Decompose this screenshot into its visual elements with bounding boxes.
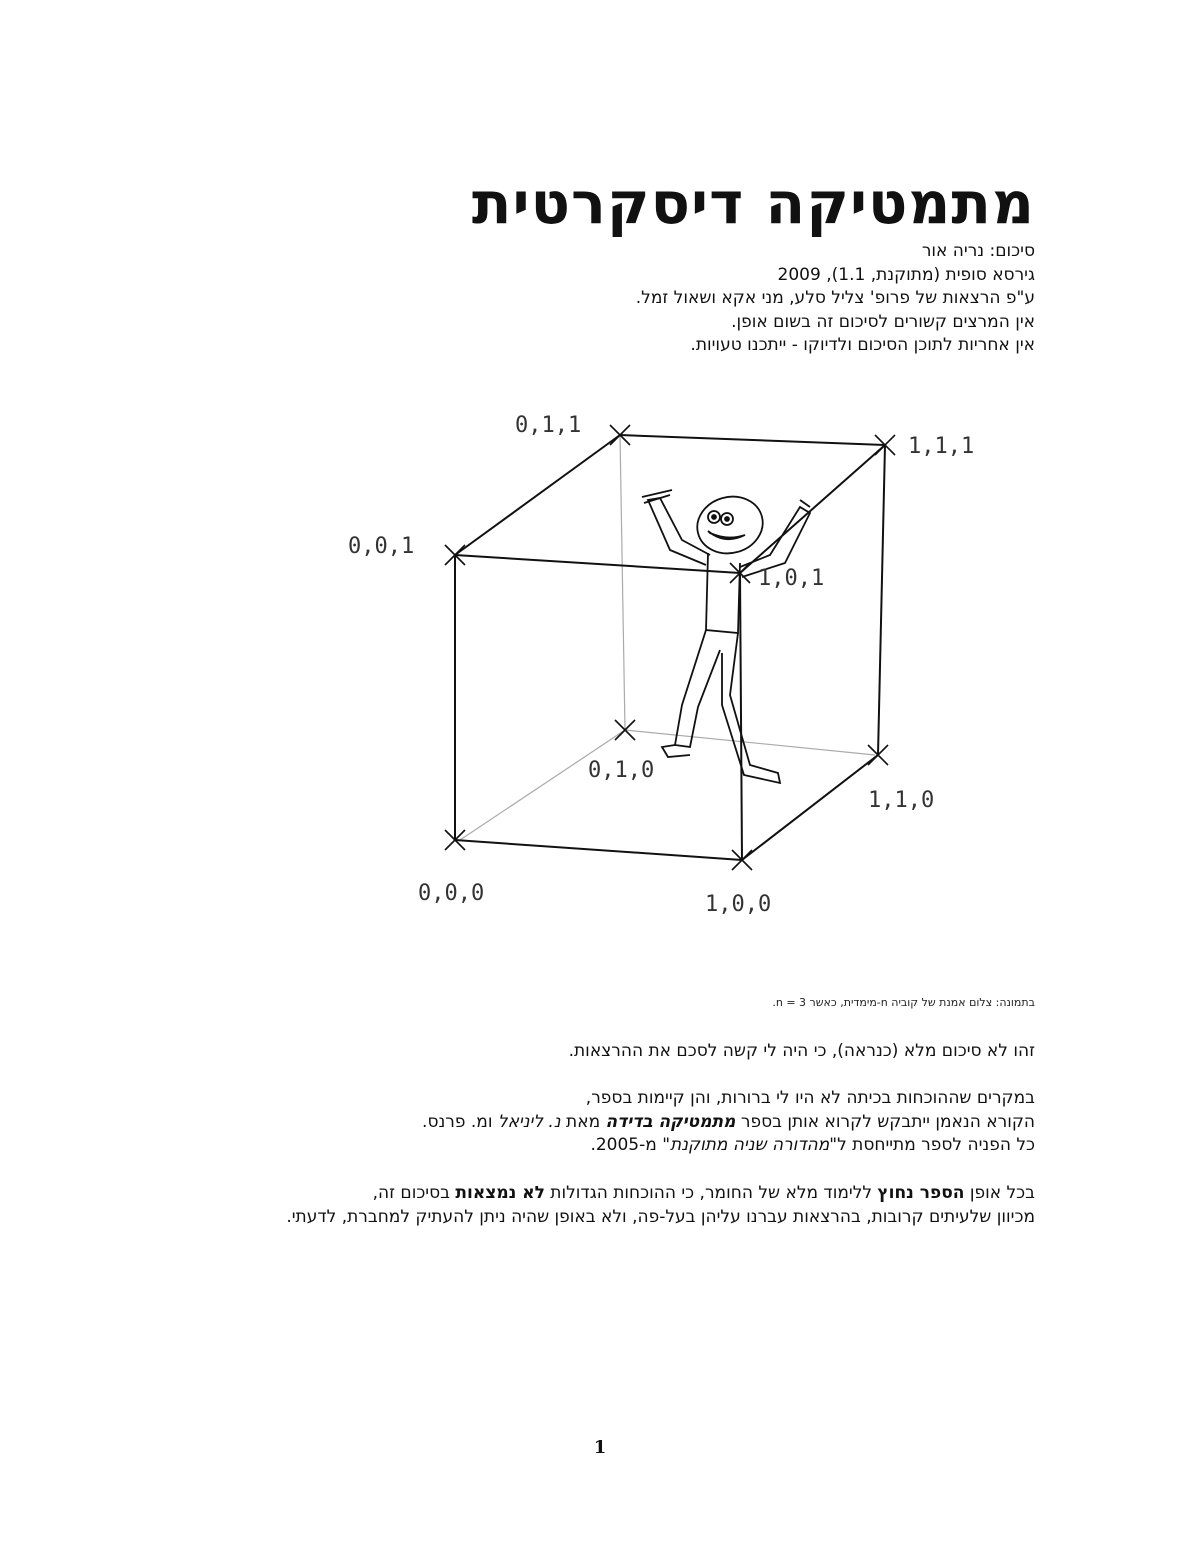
vertex-markers — [445, 425, 895, 870]
necessity-line-2: מכיוון שלעיתים קרובות, בהרצאות עברנו עליהן בעל-פה, ולא באופן שהיה ניתן להעתיק למחברת, לדעתי. — [286, 1206, 1035, 1227]
edition-text-b: מ-2005. — [590, 1135, 663, 1155]
book-title: מתמטיקה בדידה — [605, 1111, 736, 1132]
vertex-label-001: 0,0,1 — [348, 534, 415, 559]
cube-visible-edges — [455, 435, 885, 860]
vertex-label-111: 1,1,1 — [908, 434, 975, 459]
book-edition: "מהדורה שניה מתוקנת" — [662, 1135, 838, 1155]
paragraph-book-reference — [422, 1087, 1035, 1158]
summary-author: סיכום: נריה אור — [921, 241, 1035, 261]
paragraph-intro-line: זהו לא סיכום מלא (כנראה), כי היה לי קשה לסכם את ההרצאות. — [568, 1041, 1035, 1061]
book-ref-text-b: מאת — [560, 1111, 606, 1132]
book-ref-line-1: במקרים שההוכחות בכיתה לא היו לי ברורות, והן קיימות בספר, — [585, 1088, 1035, 1108]
disclaimer-line-2: אין אחריות לתוכן הסיכום ולדיוקו - ייתכנו טעויות. — [690, 335, 1035, 355]
paragraph-book-necessity — [286, 1182, 1035, 1229]
page-number: 1 — [593, 1437, 607, 1458]
necessity-text-b: ללימוד מלא של החומר, כי ההוכחות הגדולות — [544, 1183, 878, 1203]
document-meta — [636, 240, 1035, 358]
version-line: גירסא סופית (מתוקנת, 1.1), 2009 — [777, 264, 1035, 285]
document-title: מתמטיקה דיסקרטית — [471, 169, 1035, 237]
paragraph-intro — [569, 1040, 1035, 1064]
book-ref-line-3 — [422, 1134, 1035, 1158]
book-ref-text-c: ומ. פרנס. — [422, 1111, 498, 1132]
vertex-label-101: 1,0,1 — [758, 566, 825, 591]
vertex-label-100: 1,0,0 — [705, 892, 772, 917]
lecturers-line: ע"פ הרצאות של פרופ' צליל סלע, מני אקא ושאול זמל. — [635, 288, 1035, 308]
edition-text-a: כל הפניה לספר מתייחסת ל — [837, 1135, 1035, 1155]
necessity-text-c: בסיכום זה, — [372, 1183, 456, 1203]
necessity-text-a: בכל אופן — [964, 1183, 1035, 1203]
book-ref-line-2 — [422, 1111, 1035, 1135]
vertex-label-010: 0,1,0 — [588, 758, 655, 783]
necessity-bold-2: לא נמצאות — [455, 1183, 545, 1203]
disclaimer-line-1: אין המרצים קשורים לסיכום זה בשום אופן. — [731, 311, 1035, 332]
necessity-line-1 — [286, 1182, 1035, 1206]
vertex-label-000: 0,0,0 — [418, 881, 485, 906]
book-author: נ. ליניאל — [497, 1111, 561, 1132]
vertex-label-110: 1,1,0 — [868, 788, 935, 813]
book-ref-text-a: הקורא הנאמן ייתבקש לקרוא אותן בספר — [735, 1111, 1035, 1132]
figure-caption: בתמונה: צלום אמנת של קוביה n-מימדית, כאשר n = 3. — [772, 996, 1035, 1009]
necessity-bold-1: הספר נחוץ — [877, 1183, 965, 1203]
cube-figure — [330, 395, 1030, 935]
vertex-label-011: 0,1,1 — [515, 413, 582, 438]
